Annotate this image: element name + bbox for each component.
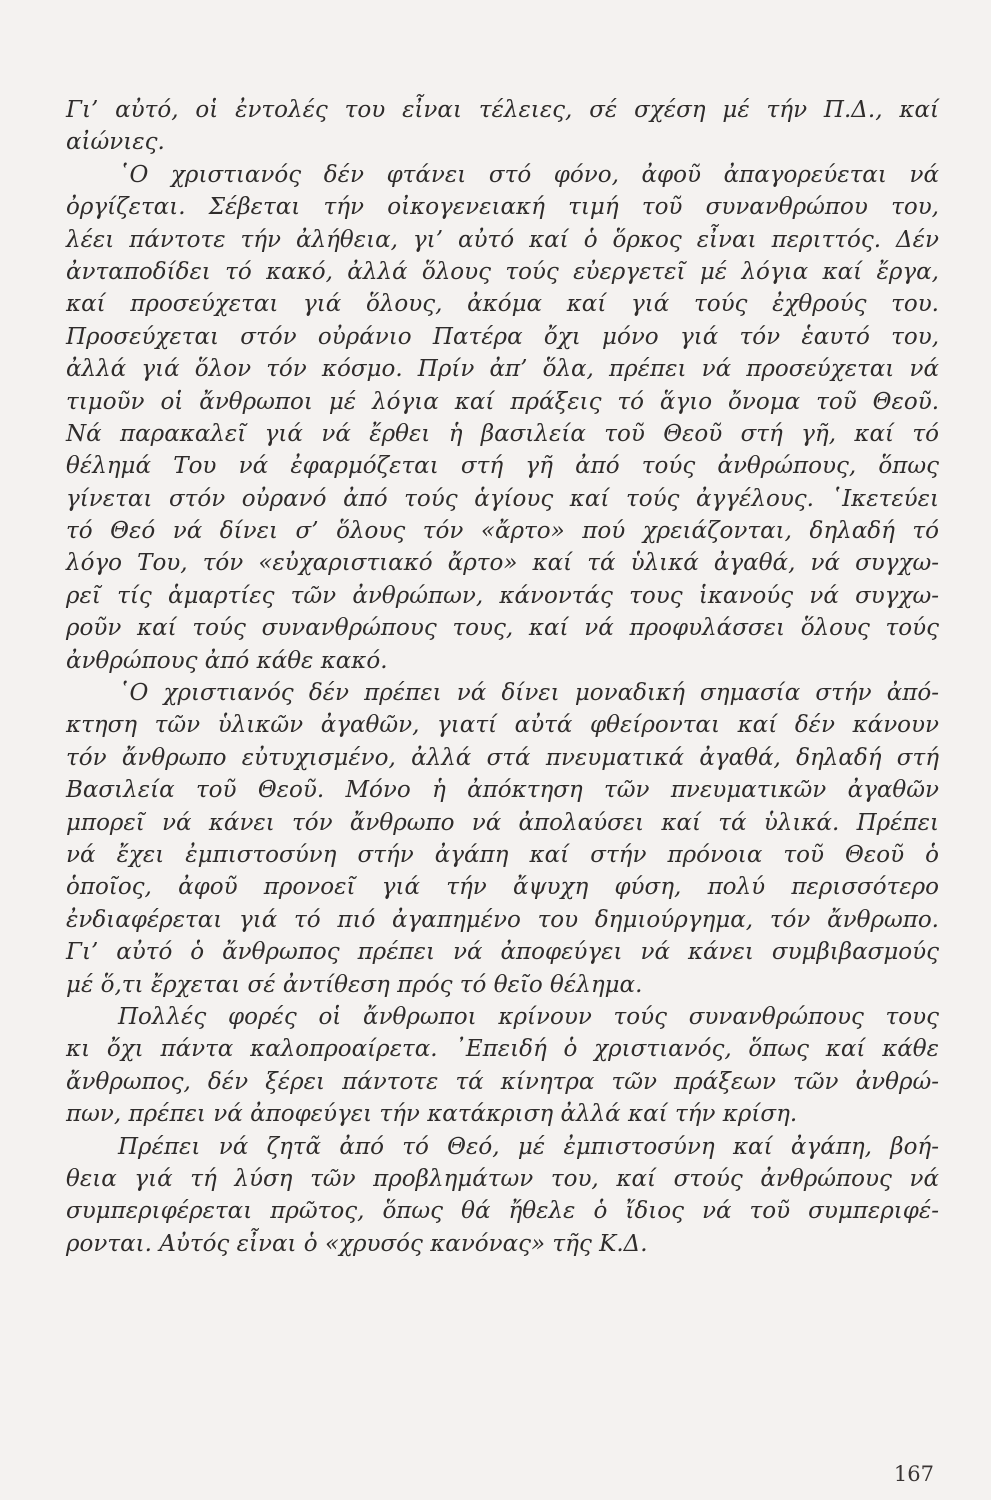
text-line: συμπεριφέρεται πρῶτος, ὅπως θά ἤθελε ὁ ἴδιος νά τοῦ συμπεριφέ- xyxy=(66,1198,939,1225)
text-line: Προσεύχεται στόν οὐράνιο Πατέρα ὄχι μόνο γιά τόν ἑαυτό του, xyxy=(66,323,939,350)
text-line: ἄνθρωπος, δέν ξέρει πάντοτε τά κίνητρα τῶν πράξεων τῶν ἀνθρώ- xyxy=(66,1068,939,1095)
text-line: Γι’ αὐτό, οἱ ἐντολές του εἶναι τέλειες, σέ σχέση μέ τήν Π.Δ., καί xyxy=(66,97,939,123)
text-line: ἀλλά γιά ὅλον τόν κόσμο. Πρίν ἀπ’ ὅλα, πρέπει νά προσεύχεται νά xyxy=(66,356,939,383)
text-line: Πολλές φορές οἱ ἄνθρωποι κρίνουν τούς συνανθρώπους τους xyxy=(118,1003,939,1030)
text-line: ῾Ο χριστιανός δέν φτάνει στό φόνο, ἀφοῦ ἀπαγορεύεται νά xyxy=(118,161,939,188)
text-line: Νά παρακαλεῖ γιά νά ἔρθει ἡ βασιλεία τοῦ Θεοῦ στή γῆ, καί τό xyxy=(66,420,939,447)
text-line: κι ὄχι πάντα καλοπροαίρετα. ᾿Επειδή ὁ χριστιανός, ὅπως καί κάθε xyxy=(66,1036,939,1063)
text-line: Γι’ αὐτό ὁ ἄνθρωπος πρέπει νά ἀποφεύγει νά κάνει συμβιβασμούς xyxy=(66,939,939,966)
text-line: λέει πάντοτε τήν ἀλήθεια, γι’ αὐτό καί ὁ ὅρκος εἶναι περιττός. Δέν xyxy=(66,226,939,253)
page-body-text xyxy=(66,94,939,1260)
text-line: ρεῖ τίς ἁμαρτίες τῶν ἀνθρώπων, κάνοντάς τους ἱκανούς νά συγχω- xyxy=(66,582,939,609)
text-line: ροῦν καί τούς συνανθρώπους τους, καί νά προφυλάσσει ὅλους τούς xyxy=(66,615,939,642)
text-line: λόγο Του, τόν «εὐχαριστιακό ἄρτο» καί τά ὑλικά ἀγαθά, νά συγχω- xyxy=(66,550,939,577)
text-line: νά ἔχει ἐμπιστοσύνη στήν ἀγάπη καί στήν πρόνοια τοῦ Θεοῦ ὁ xyxy=(66,841,939,868)
text-line: καί προσεύχεται γιά ὅλους, ἀκόμα καί γιά τούς ἐχθρούς του. xyxy=(66,291,939,318)
text-line: θέλημά Του νά ἐφαρμόζεται στή γῆ ἀπό τούς ἀνθρώπους, ὅπως xyxy=(66,453,939,480)
text-line: πων, πρέπει νά ἀποφεύγει τήν κατάκριση ἀλλά καί τήν κρίση. xyxy=(66,1101,798,1128)
text-line: γίνεται στόν οὐρανό ἀπό τούς ἁγίους καί τούς ἀγγέλους. ῾Ικετεύει xyxy=(66,485,939,512)
text-line: ἐνδιαφέρεται γιά τό πιό ἀγαπημένο του δημιούργημα, τόν ἄνθρωπο. xyxy=(66,906,939,933)
text-line: κτηση τῶν ὑλικῶν ἀγαθῶν, γιατί αὐτά φθείρονται καί δέν κάνουν xyxy=(66,712,939,739)
text-line: θεια γιά τή λύση τῶν προβλημάτων του, καί στούς ἀνθρώπους νά xyxy=(66,1165,939,1192)
text-line: Βασιλεία τοῦ Θεοῦ. Μόνο ἡ ἀπόκτηση τῶν πνευματικῶν ἀγαθῶν xyxy=(66,777,939,804)
text-line: ἀνθρώπους ἀπό κάθε κακό. xyxy=(66,647,388,674)
text-line: ἀνταποδίδει τό κακό, ἀλλά ὅλους τούς εὐεργετεῖ μέ λόγια καί ἔργα, xyxy=(66,258,939,285)
page-number: 167 xyxy=(893,1462,934,1486)
text-line: ῾Ο χριστιανός δέν πρέπει νά δίνει μοναδική σημασία στήν ἀπό- xyxy=(118,680,939,707)
text-line: ρονται. Αὐτός εἶναι ὁ «χρυσός κανόνας» τῆς Κ.Δ. xyxy=(66,1230,648,1257)
text-line: ὀργίζεται. Σέβεται τήν οἰκογενειακή τιμή τοῦ συνανθρώπου του, xyxy=(66,194,939,221)
text-line: Πρέπει νά ζητᾶ ἀπό τό Θεό, μέ ἐμπιστοσύνη καί ἀγάπη, βοή- xyxy=(118,1133,939,1160)
text-line: αἰώνιες. xyxy=(66,129,165,156)
text-line: τό Θεό νά δίνει σ’ ὅλους τόν «ἄρτο» πού χρειάζονται, δηλαδή τό xyxy=(66,518,939,545)
text-line: μέ ὅ,τι ἔρχεται σέ ἀντίθεση πρός τό θεῖο θέλημα. xyxy=(66,971,643,998)
text-line: μπορεῖ νά κάνει τόν ἄνθρωπο νά ἀπολαύσει καί τά ὑλικά. Πρέπει xyxy=(66,809,939,836)
text-line: τόν ἄνθρωπο εὐτυχισμένο, ἀλλά στά πνευματικά ἀγαθά, δηλαδή στή xyxy=(66,744,939,771)
text-line: ὁποῖος, ἀφοῦ προνοεῖ γιά τήν ἄψυχη φύση, πολύ περισσότερο xyxy=(66,874,939,901)
text-line: τιμοῦν οἱ ἄνθρωποι μέ λόγια καί πράξεις τό ἅγιο ὄνομα τοῦ Θεοῦ. xyxy=(66,388,939,415)
